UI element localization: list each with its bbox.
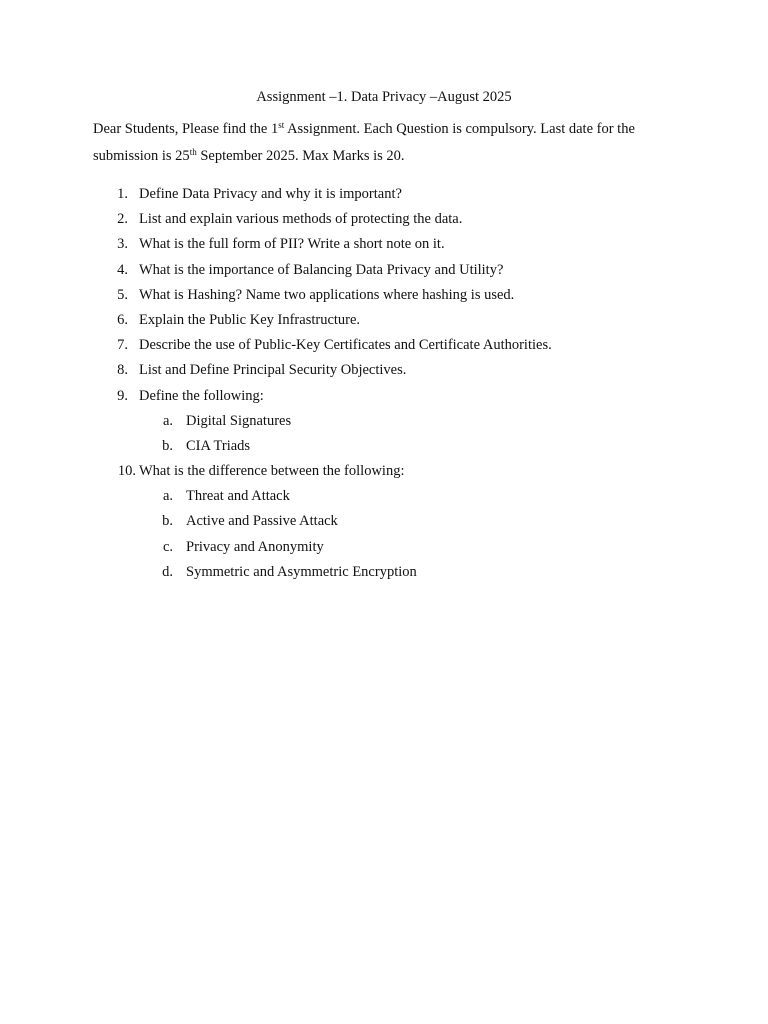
- question-item: [0, 385, 768, 410]
- sub-question-letter: b.: [162, 513, 173, 530]
- question-item: [0, 309, 768, 334]
- question-text: Describe the use of Public-Key Certificates and Certificate Authorities.: [139, 337, 552, 354]
- question-item: [0, 233, 768, 258]
- question-number: 9.: [117, 387, 128, 404]
- question-item: [0, 183, 768, 208]
- question-text: What is Hashing? Name two applications where hashing is used.: [139, 286, 515, 303]
- question-text: Define the following:: [139, 387, 264, 404]
- sub-question-text: Digital Signatures: [186, 412, 292, 429]
- intro-paragraph: [93, 116, 683, 170]
- sub-question-letter: a.: [162, 488, 173, 505]
- sub-question-text: Active and Passive Attack: [186, 513, 338, 530]
- question-item: [0, 359, 768, 384]
- sub-question-item: [0, 485, 768, 510]
- question-item: [0, 208, 768, 233]
- question-item: [0, 460, 768, 485]
- sub-question-text: Threat and Attack: [186, 488, 290, 505]
- question-text: Define Data Privacy and why it is important?: [139, 186, 402, 202]
- document-title: Assignment –1. Data Privacy –August 2025: [256, 89, 512, 105]
- sub-question-text: Privacy and Anonymity: [186, 538, 324, 555]
- question-number: 6.: [117, 311, 128, 328]
- sub-question-text: CIA Triads: [186, 437, 251, 454]
- question-text: What is the importance of Balancing Data Privacy and Utility?: [139, 261, 504, 278]
- sub-question-letter: b.: [162, 437, 173, 454]
- intro-sup-1: st: [278, 120, 285, 130]
- question-number: 5.: [117, 286, 128, 303]
- question-number: 4.: [117, 261, 128, 278]
- question-text: List and Define Principal Security Objectives.: [139, 362, 407, 379]
- sub-question-item: [0, 510, 768, 535]
- sub-question-letter: a.: [162, 412, 173, 429]
- sub-question-item: [0, 410, 768, 435]
- question-text: What is the difference between the following:: [139, 463, 405, 480]
- question-number: 1.: [117, 186, 128, 202]
- question-number: 10.: [117, 463, 136, 480]
- intro-sup-2: th: [189, 147, 197, 157]
- sub-question-item: [0, 435, 768, 460]
- question-text: Explain the Public Key Infrastructure.: [139, 311, 361, 328]
- sub-question-item: [0, 561, 768, 586]
- sub-question-text: Symmetric and Asymmetric Encryption: [186, 563, 417, 580]
- question-text: List and explain various methods of protecting the data.: [139, 211, 463, 228]
- question-item: [0, 259, 768, 284]
- sub-question-letter: c.: [162, 538, 173, 555]
- sub-question-letter: d.: [162, 563, 173, 580]
- intro-text-2: Assignment. Each Question is compulsory. Last date for the submission is 25: [93, 121, 635, 164]
- intro-text-1: Dear Students, Please find the 1: [93, 121, 279, 137]
- question-text: What is the full form of PII? Write a short note on it.: [139, 236, 445, 253]
- question-number: 7.: [117, 337, 128, 354]
- question-list: [0, 183, 768, 586]
- question-number: 3.: [117, 236, 128, 253]
- question-item: [0, 284, 768, 309]
- question-item: [0, 334, 768, 359]
- intro-text-3: September 2025. Max Marks is 20.: [196, 148, 405, 164]
- question-number: 2.: [117, 211, 128, 228]
- question-number: 8.: [117, 362, 128, 379]
- sub-question-item: [0, 536, 768, 561]
